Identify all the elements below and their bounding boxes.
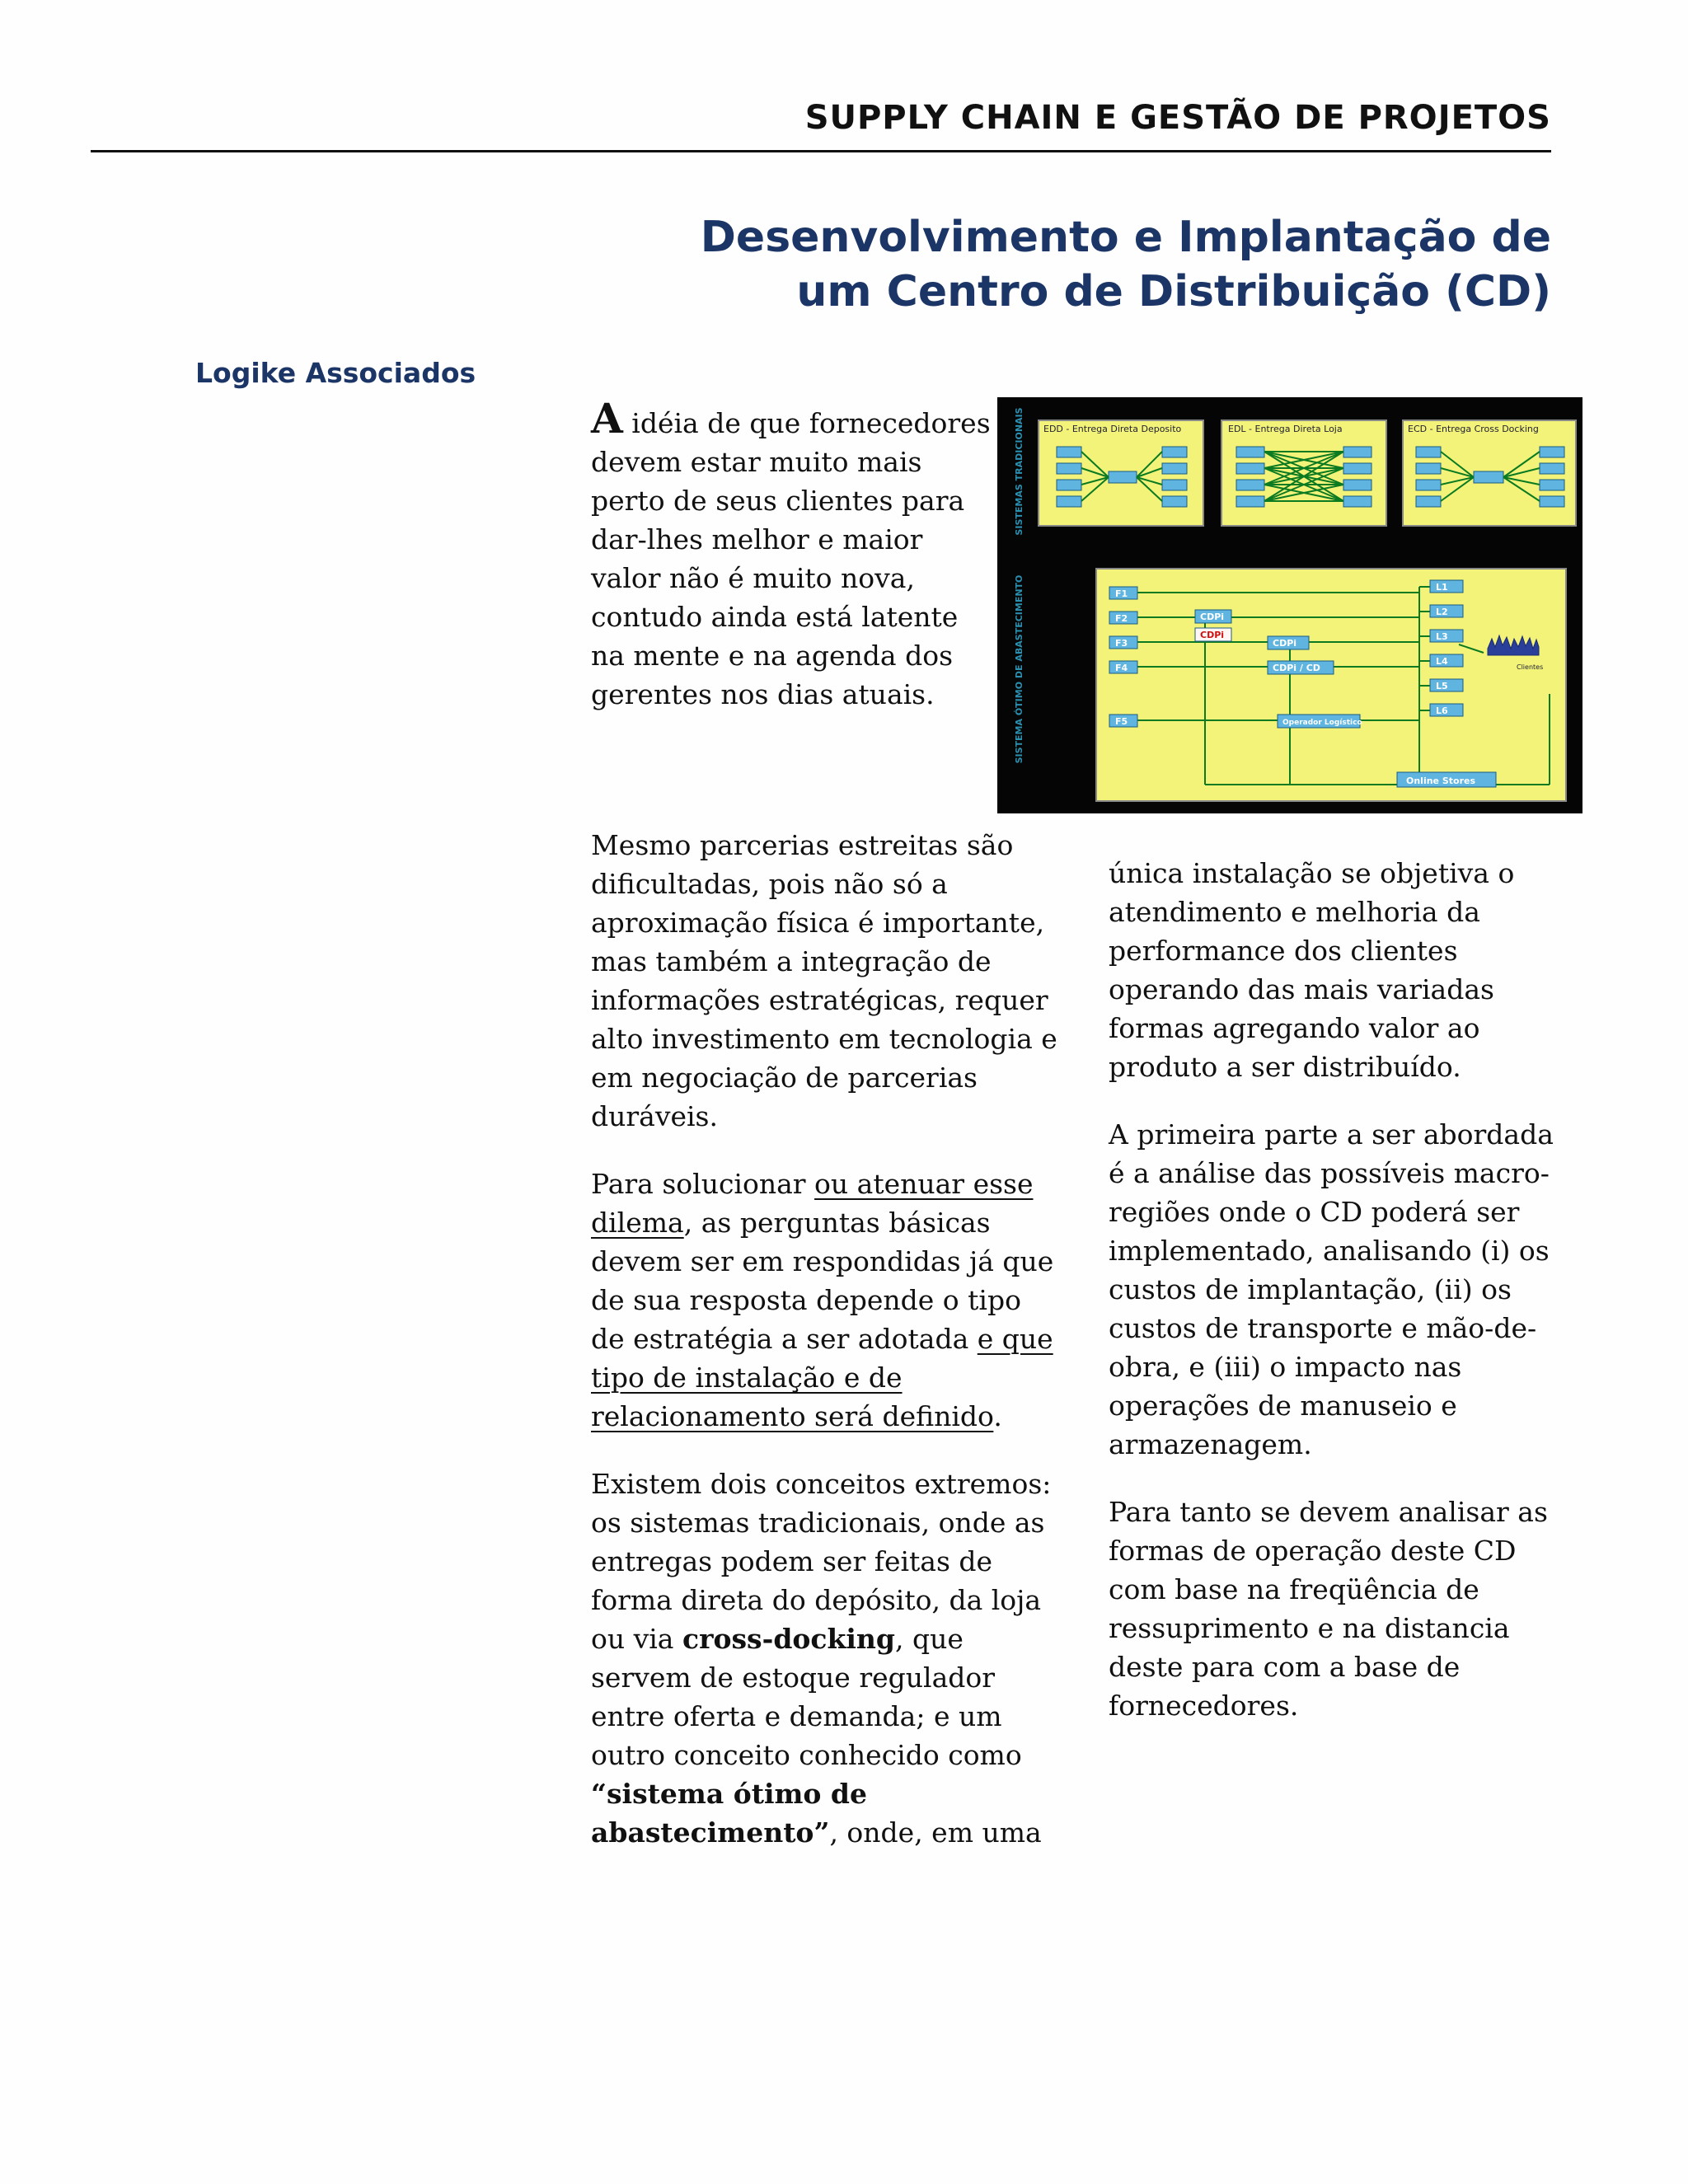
column-right (1109, 854, 1570, 1754)
author: Logike Associados (195, 357, 476, 389)
store-label: L3 (1436, 631, 1448, 642)
side-label-traditional: SISTEMAS TRADICIONAIS (1014, 407, 1025, 536)
title-line-1: Desenvolvimento e Implantação de (700, 213, 1551, 262)
panel-optimal (1096, 569, 1566, 801)
panel-edd (1039, 420, 1203, 526)
paragraph-6: A primeira parte a ser abordada é a análise das possíveis macro-regiões onde o CD poderá ser implementado, analisando (i) os custos de implantação, (ii) os custos de transporte e mão-de-obra, e (iii) o impacto nas operações de manuseio e armazenagem. (1109, 1118, 1554, 1460)
header-rule (91, 150, 1551, 152)
paragraph-2: Mesmo parcerias estreitas são dificultadas, pois não só a aproximação física é importante, mas também a integração de informações estratégicas, requer alto investimento em tecnologia e em negociação de parcerias duráveis. (591, 829, 1057, 1132)
side-label-optimal: SISTEMA ÓTIMO DE ABASTECIMENTO (1014, 574, 1025, 764)
online-stores-label: Online Stores (1406, 776, 1476, 786)
store-label: L4 (1436, 656, 1448, 667)
clients-label: Clientes (1517, 663, 1544, 671)
drop-cap: A (591, 394, 623, 443)
underlined-phrase: e que tipo de instalação e de relacionamento será definido (591, 1323, 1053, 1432)
bold-term: cross-docking (682, 1623, 895, 1655)
cdp-label: CDPi (1200, 612, 1225, 622)
svg-text:EDL - Entrega Direta Loja: EDL - Entrega Direta Loja (1228, 424, 1343, 434)
operator-label: Operador Logístico (1282, 719, 1362, 727)
store-label: L6 (1436, 705, 1448, 716)
paragraph-5: única instalação se objetiva o atendimento e melhoria da performance dos clientes operando das mais variadas formas agregando valor ao produto a ser distribuído. (1109, 857, 1515, 1083)
supplier-label: F2 (1115, 613, 1128, 624)
store-label: L2 (1436, 607, 1448, 617)
cdpcd-label: CDPi / CD (1273, 663, 1320, 673)
svg-text:EDD - Entrega Direta Deposito: EDD - Entrega Direta Deposito (1043, 424, 1182, 434)
column-left (591, 826, 1061, 1881)
cdp-red-label: CDPi (1200, 630, 1225, 640)
paragraph-3: Para solucionar ou atenuar esse dilema, as perguntas básicas devem ser em respondidas já que de sua resposta depende o tipo de estratégia a ser adotada e que tipo de instalação e de relacionamento será definido. (591, 1168, 1054, 1432)
panel-edl (1221, 420, 1386, 526)
svg-text:ECD - Entrega Cross Docking: ECD - Entrega Cross Docking (1408, 424, 1539, 434)
supplier-label: F1 (1115, 588, 1128, 599)
supplier-label: F4 (1115, 663, 1128, 673)
supplier-label: F3 (1115, 638, 1128, 649)
bold-term: “sistema ótimo de abastecimento” (591, 1778, 867, 1849)
paragraph-7: Para tanto se devem analisar as formas de operação deste CD com base na freqüência de ressuprimento e na distancia deste para com a base de fornecedores. (1109, 1496, 1548, 1722)
paragraph-4: Existem dois conceitos extremos: os sistemas tradicionais, onde as entregas podem ser feitas de forma direta do depósito, da loja ou via cross-docking, que servem de estoque regulador entre oferta e demanda; e um outro conceito conhecido como “sistema ótimo de abastecimento”, onde, em uma (591, 1468, 1052, 1849)
store-label: L1 (1436, 582, 1448, 593)
article-title (645, 210, 1551, 319)
supply-chain-diagram (997, 397, 1582, 813)
panel-ecd (1403, 420, 1576, 526)
store-label: L5 (1436, 681, 1448, 691)
underlined-phrase: ou atenuar esse dilema (591, 1168, 1034, 1239)
supplier-label: F5 (1115, 716, 1128, 727)
intro-paragraph (591, 394, 995, 714)
title-line-2: um Centro de Distribuição (CD) (796, 267, 1551, 316)
cdpi-label: CDPi (1273, 638, 1297, 649)
section-title: SUPPLY CHAIN E GESTÃO DE PROJETOS (804, 99, 1551, 137)
intro-text: idéia de que fornecedores devem estar muito mais perto de seus clientes para dar-lhes melhor e maior valor não é muito nova, contudo ainda está latente na mente e na agenda dos gerentes nos dias atuais. (591, 407, 991, 710)
